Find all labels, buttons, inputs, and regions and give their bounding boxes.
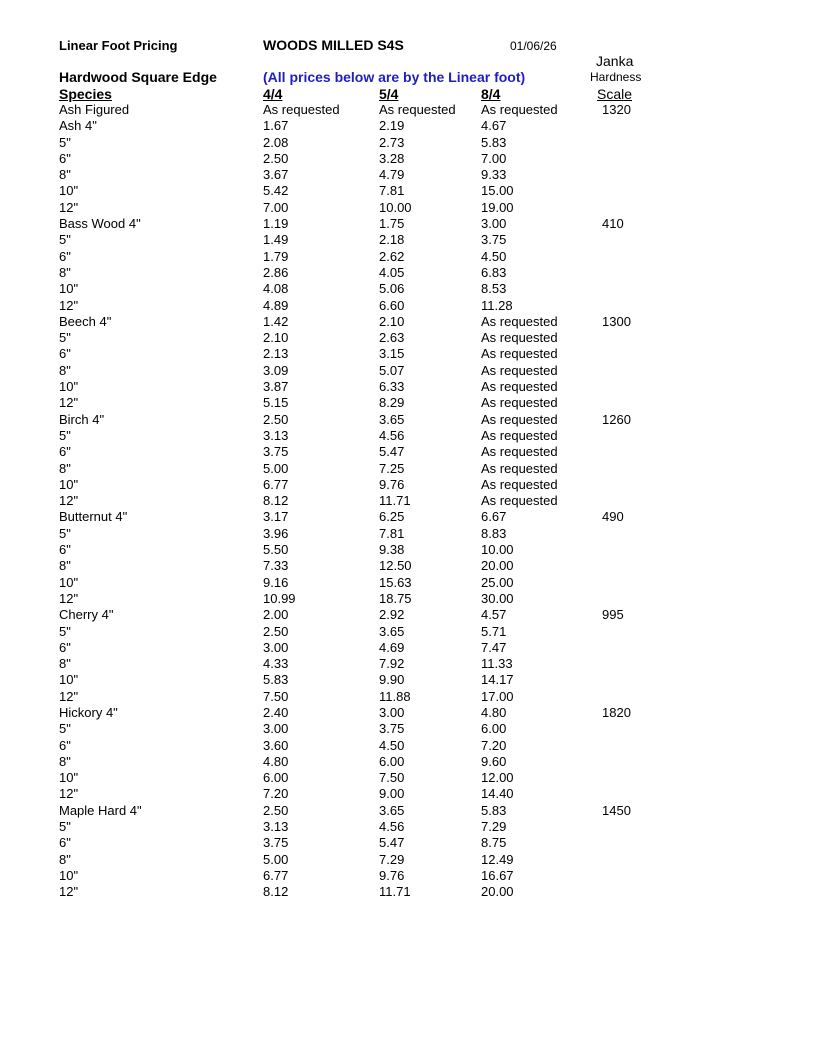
- price-5-4-cell: 9.00: [379, 786, 405, 802]
- price-4-4-cell: 1.67: [263, 118, 289, 134]
- species-cell: 6": [59, 150, 71, 166]
- table-row: [0, 575, 817, 591]
- price-4-4-cell: 4.33: [263, 656, 289, 672]
- price-4-4-cell: 8.12: [263, 493, 289, 509]
- price-4-4-cell: 7.50: [263, 688, 289, 704]
- price-5-4-cell: 9.38: [379, 542, 405, 558]
- price-5-4-cell: 11.88: [379, 688, 411, 704]
- janka-cell: 1300: [602, 313, 631, 329]
- price-4-4-cell: 1.19: [263, 216, 289, 232]
- janka-cell: 1820: [602, 704, 631, 720]
- species-cell: 5": [59, 721, 71, 737]
- price-8-4-cell: As requested: [481, 493, 558, 509]
- species-cell: Hickory 4": [59, 704, 118, 720]
- species-cell: 10": [59, 867, 79, 883]
- price-8-4-cell: As requested: [481, 444, 558, 460]
- price-4-4-cell: 6.77: [263, 476, 289, 492]
- species-cell: 12": [59, 395, 79, 411]
- table-row: [0, 151, 817, 167]
- price-4-4-cell: 5.42: [263, 183, 289, 199]
- species-cell: Birch 4": [59, 411, 105, 427]
- table-row: [0, 819, 817, 835]
- price-8-4-cell: As requested: [481, 411, 558, 427]
- table-row: [0, 395, 817, 411]
- price-4-4-cell: 2.40: [263, 704, 289, 720]
- price-5-4-cell: 5.06: [379, 281, 405, 297]
- section-title: Hardwood Square Edge: [59, 69, 217, 85]
- table-row: [0, 868, 817, 884]
- table-row: [0, 298, 817, 314]
- price-5-4-cell: 8.29: [379, 395, 405, 411]
- species-cell: 10": [59, 574, 79, 590]
- price-8-4-cell: 15.00: [481, 183, 514, 199]
- price-8-4-cell: 7.47: [481, 639, 507, 655]
- price-4-4-cell: 9.16: [263, 574, 289, 590]
- species-cell: 12": [59, 590, 79, 606]
- species-cell: 12": [59, 688, 79, 704]
- price-8-4-cell: 30.00: [481, 590, 514, 606]
- table-row: [0, 216, 817, 232]
- price-5-4-cell: 4.69: [379, 639, 405, 655]
- price-4-4-cell: 5.15: [263, 395, 289, 411]
- species-cell: 6": [59, 639, 71, 655]
- table-row: [0, 135, 817, 151]
- price-8-4-cell: 25.00: [481, 574, 514, 590]
- price-4-4-cell: 3.75: [263, 444, 289, 460]
- species-cell: 6": [59, 835, 71, 851]
- species-cell: Maple Hard 4": [59, 802, 142, 818]
- species-cell: 8": [59, 362, 71, 378]
- price-5-4-cell: 4.56: [379, 819, 405, 835]
- janka-cell: 490: [602, 509, 624, 525]
- column-header-4-4: 4/4: [263, 86, 283, 102]
- table-row: [0, 705, 817, 721]
- species-cell: 8": [59, 753, 71, 769]
- table-row: [0, 412, 817, 428]
- species-cell: Ash 4": [59, 118, 97, 134]
- price-8-4-cell: 9.60: [481, 753, 507, 769]
- price-8-4-cell: 7.29: [481, 819, 507, 835]
- price-table: [0, 102, 817, 901]
- table-row: [0, 428, 817, 444]
- species-cell: 12": [59, 493, 79, 509]
- price-8-4-cell: 20.00: [481, 558, 514, 574]
- table-row: [0, 624, 817, 640]
- price-8-4-cell: 5.83: [481, 134, 507, 150]
- prices-note: (All prices below are by the Linear foot): [263, 69, 526, 85]
- species-cell: Ash Figured: [59, 102, 130, 117]
- table-row: [0, 591, 817, 607]
- price-8-4-cell: As requested: [481, 102, 558, 117]
- species-cell: 6": [59, 346, 71, 362]
- table-row: [0, 607, 817, 623]
- janka-cell: 1450: [602, 802, 631, 818]
- price-4-4-cell: 2.86: [263, 264, 289, 280]
- table-row: [0, 656, 817, 672]
- price-4-4-cell: 4.89: [263, 297, 289, 313]
- price-5-4-cell: 2.92: [379, 607, 405, 623]
- price-8-4-cell: 7.20: [481, 737, 507, 753]
- table-row: [0, 118, 817, 134]
- species-cell: 12": [59, 786, 79, 802]
- price-4-4-cell: 2.13: [263, 346, 289, 362]
- price-8-4-cell: 12.00: [481, 770, 514, 786]
- price-8-4-cell: 5.71: [481, 623, 507, 639]
- price-8-4-cell: As requested: [481, 379, 558, 395]
- price-4-4-cell: As requested: [263, 102, 340, 117]
- price-4-4-cell: 3.00: [263, 721, 289, 737]
- price-8-4-cell: As requested: [481, 330, 558, 346]
- table-row: [0, 672, 817, 688]
- price-8-4-cell: 4.67: [481, 118, 507, 134]
- janka-cell: 410: [602, 216, 624, 232]
- price-5-4-cell: 6.60: [379, 297, 405, 313]
- price-5-4-cell: 7.25: [379, 460, 405, 476]
- species-cell: 5": [59, 232, 71, 248]
- column-header-scale: Scale: [597, 86, 633, 102]
- column-header-species: Species: [59, 86, 112, 102]
- price-4-4-cell: 3.96: [263, 525, 289, 541]
- price-4-4-cell: 4.80: [263, 753, 289, 769]
- price-5-4-cell: 6.25: [379, 509, 405, 525]
- price-4-4-cell: 5.50: [263, 542, 289, 558]
- price-8-4-cell: 9.33: [481, 167, 507, 183]
- species-cell: 5": [59, 134, 71, 150]
- price-8-4-cell: 10.00: [481, 542, 514, 558]
- table-row: [0, 102, 817, 118]
- price-5-4-cell: 2.18: [379, 232, 405, 248]
- price-4-4-cell: 2.10: [263, 330, 289, 346]
- table-row: [0, 542, 817, 558]
- table-row: [0, 232, 817, 248]
- price-8-4-cell: As requested: [481, 346, 558, 362]
- price-8-4-cell: 5.83: [481, 802, 507, 818]
- price-4-4-cell: 3.00: [263, 639, 289, 655]
- price-5-4-cell: 3.15: [379, 346, 405, 362]
- price-4-4-cell: 3.60: [263, 737, 289, 753]
- price-5-4-cell: 2.63: [379, 330, 405, 346]
- price-5-4-cell: 3.65: [379, 623, 405, 639]
- price-4-4-cell: 6.00: [263, 770, 289, 786]
- price-4-4-cell: 7.33: [263, 558, 289, 574]
- species-cell: 6": [59, 737, 71, 753]
- table-row: [0, 786, 817, 802]
- price-5-4-cell: 3.75: [379, 721, 405, 737]
- price-4-4-cell: 5.00: [263, 460, 289, 476]
- price-5-4-cell: 7.92: [379, 656, 405, 672]
- price-5-4-cell: 7.81: [379, 183, 405, 199]
- table-row: [0, 526, 817, 542]
- price-5-4-cell: 5.47: [379, 444, 405, 460]
- species-cell: 5": [59, 525, 71, 541]
- hardness-label: Hardness: [590, 70, 642, 84]
- price-8-4-cell: 4.57: [481, 607, 507, 623]
- species-cell: 8": [59, 460, 71, 476]
- table-row: [0, 363, 817, 379]
- table-row: [0, 183, 817, 199]
- species-cell: 8": [59, 851, 71, 867]
- species-cell: 5": [59, 330, 71, 346]
- price-4-4-cell: 7.20: [263, 786, 289, 802]
- column-header-5-4: 5/4: [379, 86, 399, 102]
- price-5-4-cell: 15.63: [379, 574, 412, 590]
- price-8-4-cell: As requested: [481, 395, 558, 411]
- price-8-4-cell: 17.00: [481, 688, 514, 704]
- price-8-4-cell: 6.83: [481, 264, 507, 280]
- table-row: [0, 249, 817, 265]
- price-5-4-cell: 2.19: [379, 118, 405, 134]
- column-header-8-4: 8/4: [481, 86, 501, 102]
- price-5-4-cell: 4.56: [379, 427, 405, 443]
- janka-label: Janka: [596, 53, 634, 69]
- document-heading: WOODS MILLED S4S: [263, 37, 404, 53]
- price-4-4-cell: 3.17: [263, 509, 289, 525]
- table-row: [0, 200, 817, 216]
- table-row: [0, 477, 817, 493]
- table-row: [0, 770, 817, 786]
- document-date: 01/06/26: [510, 39, 557, 53]
- price-4-4-cell: 7.00: [263, 199, 289, 215]
- table-row: [0, 754, 817, 770]
- price-5-4-cell: 1.75: [379, 216, 405, 232]
- table-row: [0, 314, 817, 330]
- price-4-4-cell: 2.50: [263, 411, 289, 427]
- price-5-4-cell: 3.65: [379, 802, 405, 818]
- species-cell: 10": [59, 379, 79, 395]
- table-row: [0, 167, 817, 183]
- price-4-4-cell: 8.12: [263, 884, 289, 900]
- species-cell: 10": [59, 672, 79, 688]
- price-4-4-cell: 3.75: [263, 835, 289, 851]
- price-4-4-cell: 6.77: [263, 867, 289, 883]
- price-4-4-cell: 5.83: [263, 672, 289, 688]
- price-8-4-cell: 11.33: [481, 656, 513, 672]
- table-row: [0, 509, 817, 525]
- price-8-4-cell: 14.17: [481, 672, 514, 688]
- price-8-4-cell: 3.00: [481, 216, 507, 232]
- price-5-4-cell: 4.50: [379, 737, 405, 753]
- price-4-4-cell: 2.08: [263, 134, 289, 150]
- table-row: [0, 852, 817, 868]
- price-5-4-cell: 18.75: [379, 590, 412, 606]
- species-cell: Beech 4": [59, 313, 112, 329]
- species-cell: 8": [59, 656, 71, 672]
- table-row: [0, 835, 817, 851]
- species-cell: 12": [59, 199, 79, 215]
- price-4-4-cell: 1.79: [263, 248, 289, 264]
- price-5-4-cell: 7.29: [379, 851, 405, 867]
- species-cell: Bass Wood 4": [59, 216, 141, 232]
- table-row: [0, 689, 817, 705]
- species-cell: 5": [59, 427, 71, 443]
- price-4-4-cell: 3.13: [263, 819, 289, 835]
- price-5-4-cell: 3.65: [379, 411, 405, 427]
- price-8-4-cell: As requested: [481, 427, 558, 443]
- price-8-4-cell: 6.00: [481, 721, 507, 737]
- price-4-4-cell: 3.13: [263, 427, 289, 443]
- price-5-4-cell: 11.71: [379, 493, 411, 509]
- price-5-4-cell: 9.90: [379, 672, 405, 688]
- price-8-4-cell: As requested: [481, 362, 558, 378]
- price-4-4-cell: 2.50: [263, 150, 289, 166]
- price-5-4-cell: 5.47: [379, 835, 405, 851]
- price-5-4-cell: 7.50: [379, 770, 405, 786]
- price-4-4-cell: 3.87: [263, 379, 289, 395]
- table-row: [0, 721, 817, 737]
- species-cell: 6": [59, 444, 71, 460]
- janka-cell: 1320: [602, 102, 631, 117]
- species-cell: 5": [59, 819, 71, 835]
- price-8-4-cell: 16.67: [481, 867, 514, 883]
- species-cell: 8": [59, 167, 71, 183]
- table-row: [0, 884, 817, 900]
- price-8-4-cell: 19.00: [481, 199, 514, 215]
- price-5-4-cell: 3.00: [379, 704, 405, 720]
- price-8-4-cell: 4.50: [481, 248, 507, 264]
- price-4-4-cell: 4.08: [263, 281, 289, 297]
- price-4-4-cell: 1.42: [263, 313, 289, 329]
- price-8-4-cell: 3.75: [481, 232, 507, 248]
- species-cell: 12": [59, 297, 79, 313]
- table-row: [0, 738, 817, 754]
- species-cell: 8": [59, 558, 71, 574]
- janka-cell: 995: [602, 607, 624, 623]
- price-5-4-cell: As requested: [379, 102, 456, 117]
- species-cell: 6": [59, 248, 71, 264]
- page-title: Linear Foot Pricing: [59, 38, 178, 53]
- table-row: [0, 346, 817, 362]
- janka-cell: 1260: [602, 411, 631, 427]
- price-8-4-cell: As requested: [481, 476, 558, 492]
- table-row: [0, 640, 817, 656]
- price-8-4-cell: 12.49: [481, 851, 514, 867]
- price-8-4-cell: 6.67: [481, 509, 507, 525]
- price-4-4-cell: 1.49: [263, 232, 289, 248]
- price-5-4-cell: 10.00: [379, 199, 412, 215]
- price-5-4-cell: 9.76: [379, 476, 405, 492]
- table-row: [0, 281, 817, 297]
- price-4-4-cell: 10.99: [263, 590, 296, 606]
- species-cell: 5": [59, 623, 71, 639]
- price-8-4-cell: 8.75: [481, 835, 507, 851]
- price-8-4-cell: As requested: [481, 313, 558, 329]
- price-8-4-cell: 4.80: [481, 704, 507, 720]
- price-5-4-cell: 4.79: [379, 167, 405, 183]
- price-4-4-cell: 2.50: [263, 623, 289, 639]
- species-cell: 12": [59, 884, 79, 900]
- price-5-4-cell: 3.28: [379, 150, 405, 166]
- price-8-4-cell: 8.53: [481, 281, 507, 297]
- table-row: [0, 265, 817, 281]
- table-row: [0, 461, 817, 477]
- price-8-4-cell: As requested: [481, 460, 558, 476]
- price-4-4-cell: 2.00: [263, 607, 289, 623]
- price-8-4-cell: 14.40: [481, 786, 514, 802]
- species-cell: Butternut 4": [59, 509, 128, 525]
- table-row: [0, 558, 817, 574]
- species-cell: 6": [59, 542, 71, 558]
- price-4-4-cell: 3.67: [263, 167, 289, 183]
- price-4-4-cell: 2.50: [263, 802, 289, 818]
- price-5-4-cell: 4.05: [379, 264, 405, 280]
- price-5-4-cell: 2.10: [379, 313, 405, 329]
- species-cell: Cherry 4": [59, 607, 114, 623]
- price-4-4-cell: 3.09: [263, 362, 289, 378]
- price-4-4-cell: 5.00: [263, 851, 289, 867]
- price-5-4-cell: 11.71: [379, 884, 411, 900]
- price-5-4-cell: 2.62: [379, 248, 405, 264]
- table-row: [0, 493, 817, 509]
- price-8-4-cell: 8.83: [481, 525, 507, 541]
- price-5-4-cell: 2.73: [379, 134, 405, 150]
- species-cell: 10": [59, 281, 79, 297]
- species-cell: 8": [59, 264, 71, 280]
- table-row: [0, 330, 817, 346]
- species-cell: 10": [59, 476, 79, 492]
- price-5-4-cell: 9.76: [379, 867, 405, 883]
- price-5-4-cell: 5.07: [379, 362, 405, 378]
- price-5-4-cell: 6.00: [379, 753, 405, 769]
- price-8-4-cell: 20.00: [481, 884, 514, 900]
- table-row: [0, 444, 817, 460]
- price-5-4-cell: 6.33: [379, 379, 405, 395]
- price-5-4-cell: 12.50: [379, 558, 412, 574]
- table-row: [0, 803, 817, 819]
- price-5-4-cell: 7.81: [379, 525, 405, 541]
- species-cell: 10": [59, 183, 79, 199]
- table-row: [0, 379, 817, 395]
- species-cell: 10": [59, 770, 79, 786]
- price-8-4-cell: 11.28: [481, 297, 513, 313]
- price-8-4-cell: 7.00: [481, 150, 507, 166]
